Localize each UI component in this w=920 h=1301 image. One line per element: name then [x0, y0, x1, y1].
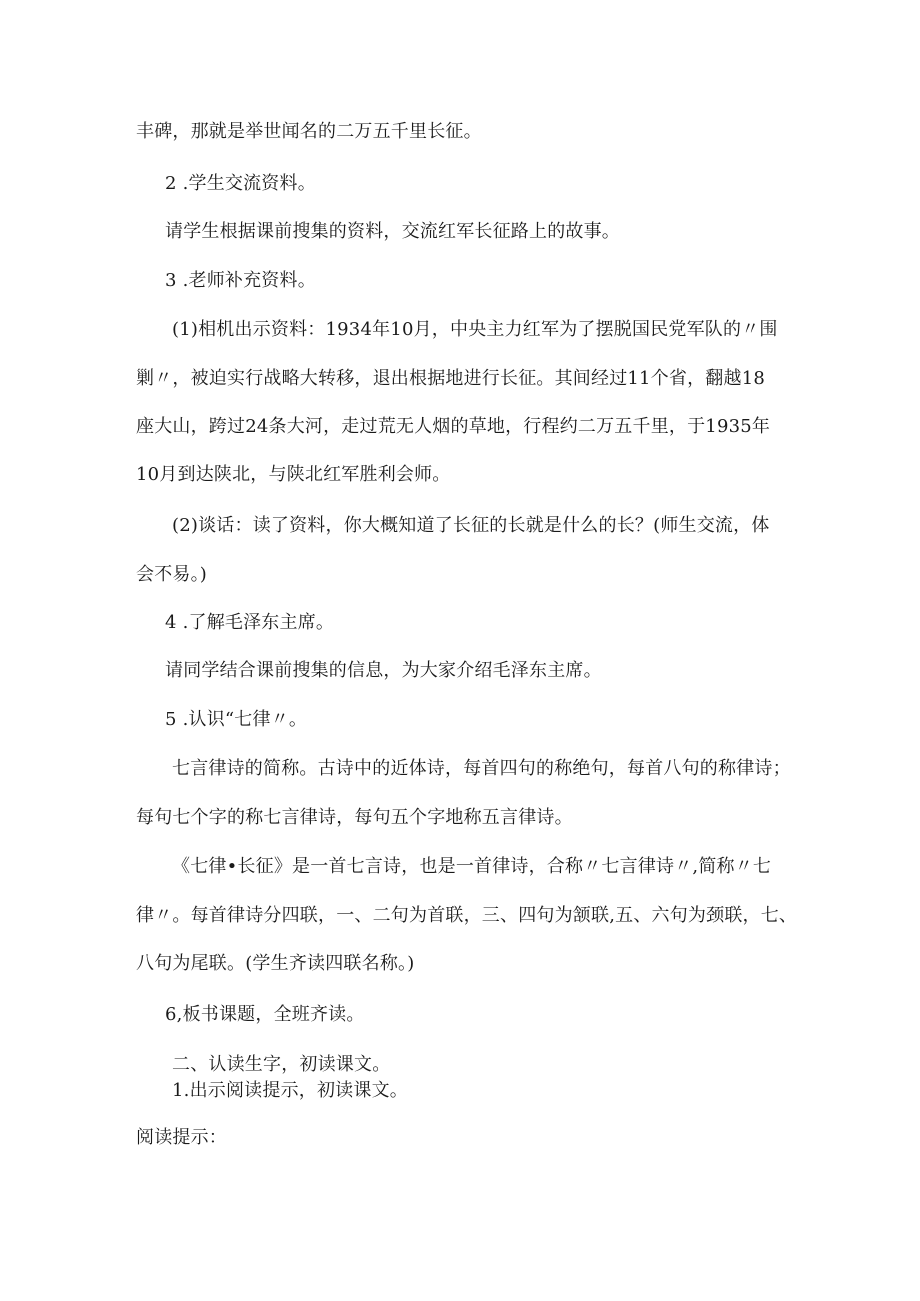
text-line-9: (2)谈话：读了资料，你大概知道了长征的长就是什么的长？(师生交流，体 [172, 515, 770, 536]
text-line-6: 剿〃，被迫实行战略大转移，退出根据地进行长征。其间经过11个省，翻越18 [136, 368, 766, 389]
text-line-4: 3 .老师补充资料。 [165, 270, 316, 291]
text-line-18: 八句为尾联。(学生齐读四联名称。) [136, 953, 415, 974]
text-line-14: 七言律诗的简称。古诗中的近体诗，每首四句的称绝句，每首八句的称律诗； [172, 758, 791, 779]
text-line-12: 请同学结合课前搜集的信息，为大家介绍毛泽东主席。 [165, 660, 602, 681]
section-heading: 二、认读生字，初读课文。 [172, 1054, 391, 1075]
text-line-2: 2 .学生交流资料。 [165, 173, 316, 194]
text-line-3: 请学生根据课前搜集的资料，交流红军长征路上的故事。 [165, 221, 620, 242]
text-line-11: 4 .了解毛泽东主席。 [165, 612, 335, 633]
text-line-19: 6,板书课题，全班齐读。 [165, 1004, 365, 1025]
text-line-10: 会不易。) [136, 564, 208, 585]
text-line-5: (1)相机出示资料：1934年10月，中央主力红军为了摆脱国民党军队的〃围 [172, 319, 778, 340]
text-line-7: 座大山，跨过24条大河，走过荒无人烟的草地，行程约二万五千里，于1935年 [136, 416, 771, 437]
text-line-15: 每句七个字的称七言律诗，每句五个字地称五言律诗。 [136, 807, 573, 828]
text-line-13: 5 .认识“七律〃。 [165, 709, 308, 730]
text-line-16: 《七律•长征》是一首七言诗，也是一首律诗，合称〃七言律诗〃,简称〃七 [172, 856, 772, 877]
text-line-17: 律〃。每首律诗分四联，一、二句为首联，三、四句为颔联,五、六句为颈联，七、 [136, 905, 798, 926]
text-line-1: 丰碑，那就是举世闻名的二万五千里长征。 [136, 121, 482, 142]
text-line-22: 阅读提示： [136, 1127, 227, 1148]
text-line-21: 1.出示阅读提示，初读课文。 [172, 1080, 408, 1101]
text-line-8: 10月到达陕北，与陕北红军胜利会师。 [136, 464, 451, 485]
